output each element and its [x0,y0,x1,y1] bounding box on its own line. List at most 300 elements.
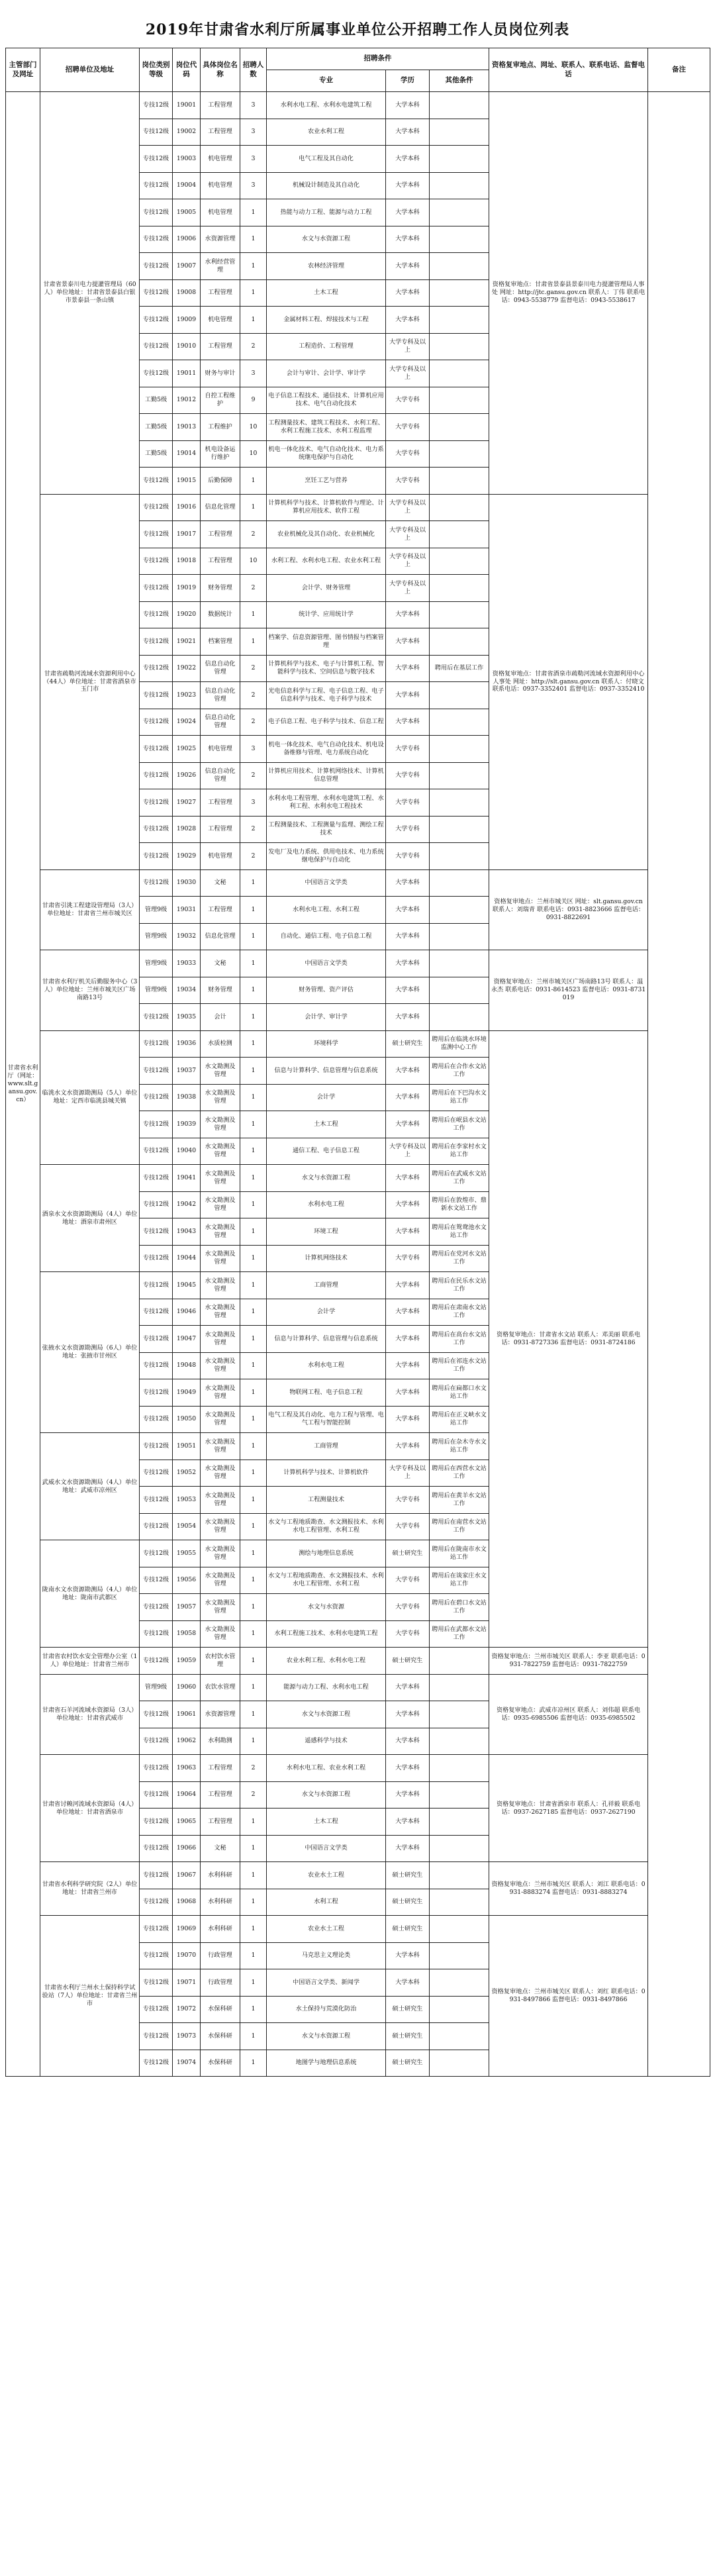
jobs-table [5,48,710,2077]
education: 大学本科 [386,119,430,146]
education: 大学本科 [386,1218,430,1246]
post-name: 水文勘测及管理 [201,1084,240,1111]
post-type: 专技12级 [140,468,173,495]
post-code: 19058 [173,1620,201,1648]
major: 发电厂及电力系统、供用电技术、电力系统继电保护与自动化 [267,843,386,870]
table-row [6,1648,710,1675]
post-type: 专技12级 [140,1058,173,1085]
post-count: 3 [240,146,267,173]
major: 自动化、通信工程、电子信息工程 [267,923,386,950]
major: 计算机网络技术 [267,1245,386,1272]
post-code: 19031 [173,897,201,924]
post-count: 1 [240,601,267,628]
other-conditions [430,1835,489,1862]
education: 大学专科 [386,762,430,789]
post-name: 水利勘测 [201,1728,240,1755]
post-name: 工程管理 [201,548,240,575]
post-name: 信息自动化管理 [201,762,240,789]
other-conditions: 聘用后在南营水文站工作 [430,1513,489,1540]
header-count: 招聘人数 [240,48,267,92]
other-conditions [430,494,489,521]
education: 大学专科及以上 [386,548,430,575]
post-code: 19042 [173,1191,201,1218]
education: 大学本科 [386,923,430,950]
contact-cell: 资格复审地点：武威市凉州区 联系人：刘伟超 联系电话：0935-6985506 监督电话：0935-6985502 [489,1674,648,1755]
other-conditions [430,1648,489,1675]
other-conditions [430,1916,489,1943]
other-conditions: 聘用后在基层工作 [430,655,489,682]
other-conditions [430,816,489,843]
major: 机电一体化技术、电气自动化技术、机电设备维修与管理、电力系统自动化 [267,736,386,763]
major: 水土保持与荒漠化防治 [267,1996,386,2023]
education: 大学专科 [386,736,430,763]
major: 农业水利工程 [267,119,386,146]
education: 硕士研究生 [386,1540,430,1567]
post-name: 工程管理 [201,1808,240,1836]
post-name: 工程管理 [201,333,240,360]
education: 大学本科 [386,655,430,682]
education: 大学本科 [386,1701,430,1728]
post-type: 专技12级 [140,1648,173,1675]
unit-cell: 甘肃省石羊河流域水资源局（3人）单位地址：甘肃省武威市 [40,1674,140,1755]
other-conditions: 聘用后在敦煌市、鼎新水文站工作 [430,1191,489,1218]
post-count: 1 [240,1433,267,1460]
post-name: 工程维护 [201,414,240,441]
other-conditions [430,92,489,119]
post-count: 2 [240,843,267,870]
contact-cell: 资格复审地点：兰州市城关区广场南路13号 联系人：温永杰 联系电话：0931-8614523 监督电话：0931-8731019 [489,950,648,1031]
post-code: 19062 [173,1728,201,1755]
post-type: 专技12级 [140,1030,173,1058]
post-code: 19073 [173,2023,201,2050]
education: 硕士研究生 [386,1889,430,1916]
education: 大学专科及以上 [386,1460,430,1487]
other-conditions [430,709,489,736]
post-count: 3 [240,736,267,763]
other-conditions: 聘用后在武威水文站工作 [430,1165,489,1192]
major: 水利水电工程、农业水利工程 [267,1755,386,1782]
other-conditions: 聘用后在西营水文站工作 [430,1460,489,1487]
major: 工程测量技术 [267,1487,386,1514]
table-row [6,1916,710,1943]
other-conditions: 聘用后在陇南市水文站工作 [430,1540,489,1567]
education: 硕士研究生 [386,1916,430,1943]
post-type: 专技12级 [140,2050,173,2077]
other-conditions [430,1004,489,1031]
post-code: 19055 [173,1540,201,1567]
header-conditions: 招聘条件 [267,48,489,70]
post-type: 专技12级 [140,1460,173,1487]
post-count: 1 [240,1701,267,1728]
post-name: 工程管理 [201,521,240,548]
major: 地图学与地理信息系统 [267,2050,386,2077]
post-count: 1 [240,1808,267,1836]
major: 计算机科学与技术、电子与计算机工程、智能科学与技术、空间信息与数字技术 [267,655,386,682]
post-code: 19007 [173,253,201,280]
major: 金属材料工程、焊接技术与工程 [267,307,386,334]
post-name: 水文勘测及管理 [201,1594,240,1621]
post-type: 专技12级 [140,548,173,575]
unit-cell: 甘肃省水利科学研究院（2人）单位地址：甘肃省兰州市 [40,1862,140,1916]
post-code: 19027 [173,789,201,817]
other-conditions [430,1755,489,1782]
post-name: 水文勘测及管理 [201,1352,240,1379]
post-name: 工程管理 [201,897,240,924]
other-conditions [430,762,489,789]
major: 土木工程 [267,279,386,307]
education: 大学本科 [386,92,430,119]
post-type: 专技12级 [140,1942,173,1969]
post-code: 19070 [173,1942,201,1969]
unit-cell: 陇南水文水资源勘测局（4人）单位地址：陇南市武都区 [40,1540,140,1648]
major: 水文与水资源 [267,1594,386,1621]
post-code: 19026 [173,762,201,789]
education: 大学本科 [386,709,430,736]
post-code: 19005 [173,199,201,226]
dept-cell: 甘肃省水利厅（网址：www.slt.gansu.gov.cn） [6,92,40,2077]
other-conditions [430,521,489,548]
table-row [6,1862,710,1889]
major: 电气工程及其自动化 [267,146,386,173]
post-type: 专技12级 [140,869,173,897]
post-type: 专技12级 [140,1728,173,1755]
post-count: 1 [240,923,267,950]
major: 会计学、财务管理 [267,575,386,602]
post-name: 水文勘测及管理 [201,1326,240,1353]
post-code: 19013 [173,414,201,441]
unit-cell: 酒泉水文水资源勘测局（4人）单位地址：酒泉市肃州区 [40,1165,140,1272]
post-type: 专技12级 [140,307,173,334]
major: 计算机科学与技术、计算机软件 [267,1460,386,1487]
major: 计算机科学与技术、计算机软件与理论、计算机应用技术、软件工程 [267,494,386,521]
post-code: 19037 [173,1058,201,1085]
education: 大学本科 [386,1835,430,1862]
post-code: 19064 [173,1781,201,1808]
major: 电子信息工程、电子科学与技术、信息工程 [267,709,386,736]
post-code: 19057 [173,1594,201,1621]
education: 大学本科 [386,146,430,173]
education: 大学本科 [386,1299,430,1326]
post-type: 专技12级 [140,1969,173,1997]
other-conditions: 聘用后在黄羊水文站工作 [430,1487,489,1514]
post-name: 水文勘测及管理 [201,1487,240,1514]
post-count: 1 [240,1916,267,1943]
major: 土木工程 [267,1111,386,1138]
post-count: 1 [240,1594,267,1621]
post-count: 1 [240,1030,267,1058]
education: 硕士研究生 [386,1648,430,1675]
post-code: 19045 [173,1272,201,1299]
table-row [6,494,710,521]
post-code: 19051 [173,1433,201,1460]
education: 大学本科 [386,226,430,253]
major: 中国语言文学类 [267,950,386,977]
post-code: 19038 [173,1084,201,1111]
post-code: 19061 [173,1701,201,1728]
other-conditions [430,1781,489,1808]
major: 工商管理 [267,1433,386,1460]
post-code: 19030 [173,869,201,897]
post-type: 专技12级 [140,1916,173,1943]
post-count: 1 [240,897,267,924]
post-type: 专技12级 [140,1165,173,1192]
post-code: 19059 [173,1648,201,1675]
post-count: 2 [240,655,267,682]
post-count: 1 [240,1218,267,1246]
post-count: 1 [240,1862,267,1889]
contact-cell: 资格复审地点：甘肃省景泰县景泰川电力提灌管理局人事处 网址：http://jtc.gansu.gov.cn 联系人：丁伟 联系电话：0943-5538779 监督电话：0943-5538617 [489,92,648,495]
other-conditions: 聘用后在下巴沟水文站工作 [430,1084,489,1111]
other-conditions: 聘用后在岷县水文站工作 [430,1111,489,1138]
post-name: 机电管理 [201,843,240,870]
major: 烹饪工艺与营养 [267,468,386,495]
education: 大学本科 [386,279,430,307]
post-name: 水文勘测及管理 [201,1191,240,1218]
header-note: 备注 [648,48,710,92]
post-code: 19074 [173,2050,201,2077]
major: 工程造价、工程管理 [267,333,386,360]
post-count: 1 [240,2050,267,2077]
post-name: 财务与审计 [201,360,240,387]
other-conditions: 聘用后在高台水文站工作 [430,1326,489,1353]
post-code: 19040 [173,1138,201,1165]
major: 会计与审计、会计学、审计学 [267,360,386,387]
post-type: 专技12级 [140,789,173,817]
post-count: 3 [240,119,267,146]
post-count: 1 [240,279,267,307]
other-conditions: 聘用后在党河水文站工作 [430,1245,489,1272]
post-count: 1 [240,494,267,521]
post-name: 水文勘测及管理 [201,1218,240,1246]
post-name: 水文勘测及管理 [201,1299,240,1326]
post-code: 19022 [173,655,201,682]
post-type: 专技12级 [140,843,173,870]
post-count: 2 [240,816,267,843]
post-count: 1 [240,1299,267,1326]
post-type: 专技12级 [140,1594,173,1621]
post-name: 信息自动化管理 [201,655,240,682]
post-type: 专技12级 [140,601,173,628]
post-name: 机电管理 [201,736,240,763]
post-type: 专技12级 [140,494,173,521]
unit-cell: 甘肃省讨赖河流域水资源局（4人）单位地址：甘肃省酒泉市 [40,1755,140,1862]
header-education: 学历 [386,70,430,92]
other-conditions [430,226,489,253]
education: 大学本科 [386,1808,430,1836]
post-code: 19071 [173,1969,201,1997]
major: 热能与动力工程、能源与动力工程 [267,199,386,226]
education: 大学专科 [386,1487,430,1514]
post-name: 水资源管理 [201,226,240,253]
other-conditions [430,628,489,656]
post-name: 文秘 [201,950,240,977]
education: 大学本科 [386,1111,430,1138]
major: 光电信息科学与工程、电子信息工程、电子信息科学与技术、电子科学与技术 [267,682,386,709]
major: 水利水电工程 [267,1191,386,1218]
post-count: 3 [240,172,267,199]
other-conditions [430,468,489,495]
post-code: 19011 [173,360,201,387]
header-dept: 主管部门及网址 [6,48,40,92]
post-type: 专技12级 [140,1004,173,1031]
unit-cell: 张掖水文水资源勘测局（6人）单位地址：张掖市甘州区 [40,1272,140,1433]
other-conditions [430,279,489,307]
post-count: 1 [240,1138,267,1165]
other-conditions [430,146,489,173]
contact-cell: 资格复审地点：兰州市城关区 网址：slt.gansu.gov.cn 联系人：刘瑞青 联系电话：0931-8823666 监督电话：0931-8822691 [489,869,648,950]
header-post-name: 具体岗位名称 [201,48,240,92]
education: 大学本科 [386,172,430,199]
post-count: 1 [240,1674,267,1701]
post-type: 专技12级 [140,1379,173,1407]
other-conditions: 聘用后在扁都口水文站工作 [430,1379,489,1407]
post-name: 水文勘测及管理 [201,1165,240,1192]
post-name: 水文勘测及管理 [201,1111,240,1138]
post-code: 19068 [173,1889,201,1916]
post-code: 19056 [173,1567,201,1594]
other-conditions [430,307,489,334]
education: 大学专科 [386,468,430,495]
contact-cell: 资格复审地点：甘肃省水文站 联系人：邓美丽 联系电话：0931-8727336 监督电话：0931-8724186 [489,1030,648,1648]
other-conditions [430,897,489,924]
post-type: 专技12级 [140,762,173,789]
education: 大学本科 [386,1728,430,1755]
header-other: 其他条件 [430,70,489,92]
post-count: 2 [240,521,267,548]
other-conditions [430,440,489,468]
education: 硕士研究生 [386,2023,430,2050]
post-count: 1 [240,253,267,280]
education: 大学专科 [386,387,430,414]
major: 土木工程 [267,1808,386,1836]
post-type: 专技12级 [140,628,173,656]
post-code: 19069 [173,1916,201,1943]
post-type: 管理9级 [140,923,173,950]
major: 计算机应用技术、计算机网络技术、计算机信息管理 [267,762,386,789]
education: 大学本科 [386,1352,430,1379]
post-name: 文秘 [201,1835,240,1862]
unit-cell: 甘肃省景泰川电力提灌管理局（60人）单位地址：甘肃省景泰县白银市景泰县一条山镇 [40,92,140,495]
post-code: 19043 [173,1218,201,1246]
post-count: 1 [240,226,267,253]
post-count: 10 [240,414,267,441]
post-count: 1 [240,1084,267,1111]
education: 大学本科 [386,1433,430,1460]
other-conditions [430,575,489,602]
unit-cell: 甘肃省水利厅机关后勤服务中心（3人）单位地址：兰州市城关区广场南路13号 [40,950,140,1031]
education: 大学专科及以上 [386,1138,430,1165]
major: 环境科学 [267,1030,386,1058]
post-name: 水文勘测及管理 [201,1620,240,1648]
post-code: 19019 [173,575,201,602]
education: 大学本科 [386,977,430,1004]
post-code: 19016 [173,494,201,521]
post-name: 水利科研 [201,1916,240,1943]
table-row [6,950,710,977]
education: 大学专科 [386,1567,430,1594]
post-name: 工程管理 [201,279,240,307]
post-name: 机电管理 [201,199,240,226]
post-code: 19054 [173,1513,201,1540]
other-conditions [430,682,489,709]
education: 大学专科及以上 [386,360,430,387]
education: 大学专科 [386,816,430,843]
other-conditions [430,1862,489,1889]
post-code: 19060 [173,1674,201,1701]
post-name: 工程管理 [201,1781,240,1808]
post-type: 专技12级 [140,1889,173,1916]
education: 大学本科 [386,1004,430,1031]
post-count: 2 [240,333,267,360]
post-name: 后勤保障 [201,468,240,495]
education: 大学本科 [386,1165,430,1192]
post-count: 1 [240,1969,267,1997]
post-count: 1 [240,1245,267,1272]
post-code: 19036 [173,1030,201,1058]
post-type: 管理9级 [140,897,173,924]
post-name: 机电管理 [201,172,240,199]
major: 工商管理 [267,1272,386,1299]
post-type: 专技12级 [140,521,173,548]
other-conditions [430,2050,489,2077]
post-code: 19053 [173,1487,201,1514]
post-count: 1 [240,199,267,226]
post-count: 3 [240,92,267,119]
header-major: 专业 [267,70,386,92]
post-code: 19025 [173,736,201,763]
post-name: 工程管理 [201,119,240,146]
major: 水文与水资源工程 [267,1781,386,1808]
post-type: 专技12级 [140,1996,173,2023]
major: 中国语言文学类、新闻学 [267,1969,386,1997]
post-type: 专技12级 [140,1487,173,1514]
education: 大学本科 [386,601,430,628]
contact-cell: 资格复审地点：兰州市城关区 联系人：李亚 联系电话：0931-7822759 监督电话：0931-7822759 [489,1648,648,1675]
post-count: 2 [240,682,267,709]
major: 农业水利工程、水利水电工程 [267,1648,386,1675]
other-conditions: 聘用后在正义峡水文站工作 [430,1406,489,1433]
education: 大学专科及以上 [386,494,430,521]
other-conditions: 聘用后在民乐水文站工作 [430,1272,489,1299]
education: 大学专科 [386,843,430,870]
major: 水利水电工程、水利水电建筑工程 [267,92,386,119]
post-type: 专技12级 [140,1084,173,1111]
post-type: 专技12级 [140,655,173,682]
post-type: 管理9级 [140,950,173,977]
post-type: 专技12级 [140,1326,173,1353]
post-type: 专技12级 [140,1299,173,1326]
major: 水文与水资源工程 [267,1701,386,1728]
post-name: 水利科研 [201,1862,240,1889]
post-type: 专技12级 [140,1245,173,1272]
education: 大学本科 [386,897,430,924]
other-conditions [430,789,489,817]
post-name: 水保科研 [201,2050,240,2077]
other-conditions: 聘用后在祁连水文站工作 [430,1352,489,1379]
post-type: 专技12级 [140,1835,173,1862]
other-conditions [430,843,489,870]
post-count: 1 [240,1889,267,1916]
post-count: 1 [240,977,267,1004]
education: 大学专科 [386,1245,430,1272]
post-name: 信息化管理 [201,494,240,521]
post-type: 专技12级 [140,1540,173,1567]
post-count: 1 [240,1835,267,1862]
education: 硕士研究生 [386,1030,430,1058]
post-code: 19048 [173,1352,201,1379]
table-row [6,1030,710,1058]
major: 统计学、应用统计学 [267,601,386,628]
